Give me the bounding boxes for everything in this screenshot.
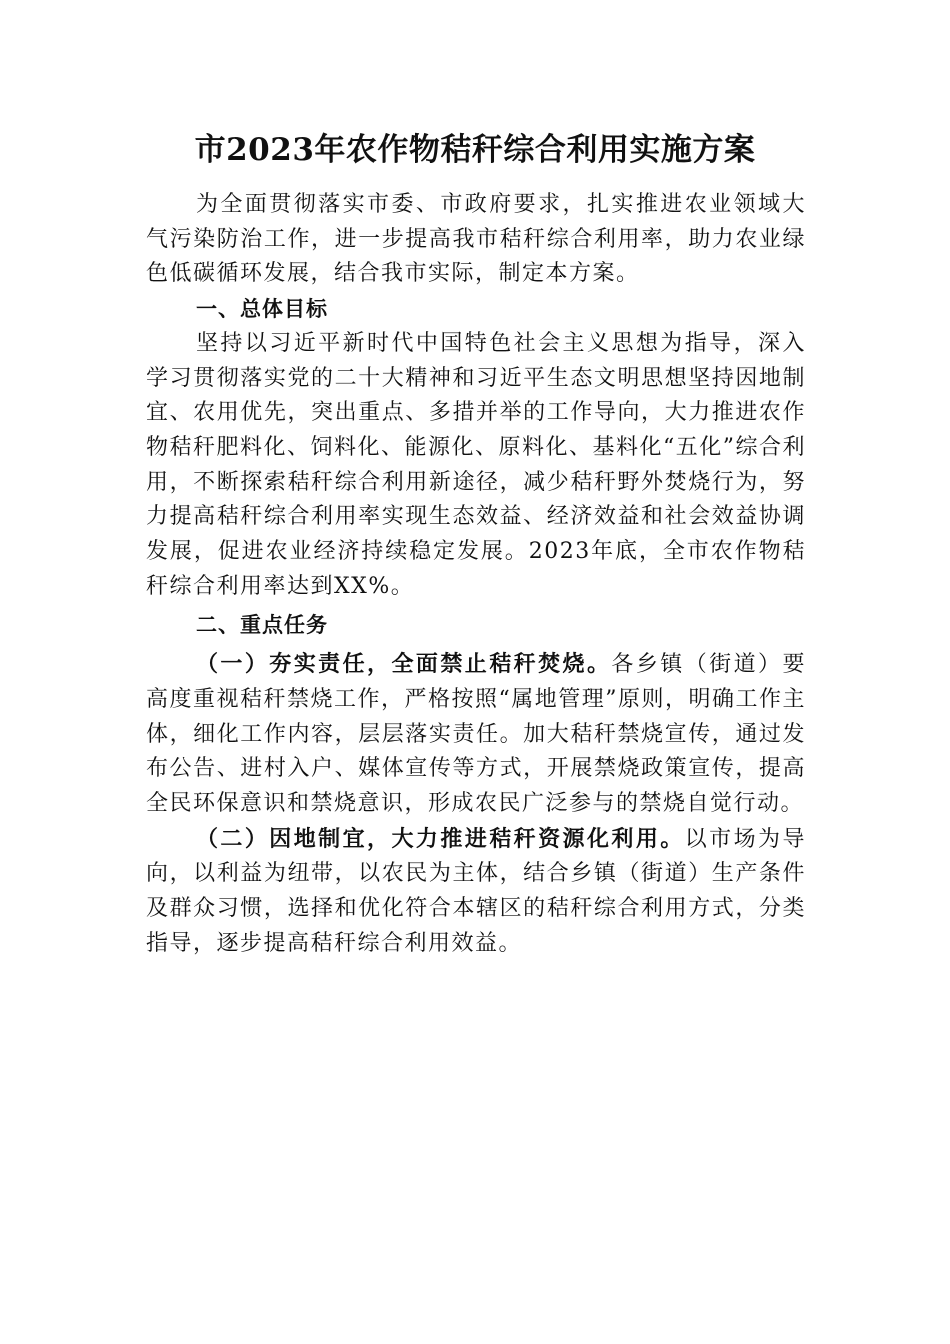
task-paragraph-2 — [146, 822, 806, 962]
overall-goal-paragraph: 坚持以习近平新时代中国特色社会主义思想为指导，深入学习贯彻落实党的二十大精神和习近平生态文明思想坚持因地制宜、农用优先，突出重点、多措并举的工作导向，大力推进农作物秸秆肥料化、饲料化、能源化、原料化、基料化“五化”综合利用，不断探索秸秆综合利用新途径，减少秸秆野外焚烧行为，努力提高秸秆综合利用率实现生态效益、经济效益和社会效益协调发展，促进农业经济持续稳定发展。2023年底，全市农作物秸秆综合利用率达到XX%。 — [146, 330, 806, 599]
section-heading-overall-goal: 一、总体目标 — [196, 297, 328, 322]
task-2-body: 以市场为导向，以利益为纽带，以农民为主体，结合乡镇（街道）生产条件及群众习惯，选择和优化符合本辖区的秸秆综合利用方式，分类指导，逐步提高秸秆综合利用效益。 — [146, 826, 806, 956]
task-paragraph-1 — [146, 647, 806, 822]
intro-paragraph: 为全面贯彻落实市委、市政府要求，扎实推进农业领域大气污染防治工作，进一步提高我市秸秆综合利用率，助力农业绿色低碳循环发展，结合我市实际，制定本方案。 — [146, 192, 806, 287]
task-1-lead: （一）夯实责任，全面禁止秸秆焚烧。 — [196, 651, 612, 678]
task-2-lead: （二）因地制宜，大力推进秸秆资源化利用。 — [196, 825, 685, 852]
task-1-body: 各乡镇（街道）要高度重视秸秆禁烧工作，严格按照“属地管理”原则，明确工作主体，细化工作内容，层层落实责任。加大秸秆禁烧宣传，通过发布公告、进村入户、媒体宣传等方式，开展禁烧政策宣传，提高全民环保意识和禁烧意识，形成农民广泛参与的禁烧自觉行动。 — [146, 652, 806, 816]
document-title: 市2023年农作物秸秆综合利用实施方案 — [194, 132, 756, 168]
document-body — [146, 188, 806, 961]
section-heading-key-tasks: 二、重点任务 — [196, 613, 328, 638]
